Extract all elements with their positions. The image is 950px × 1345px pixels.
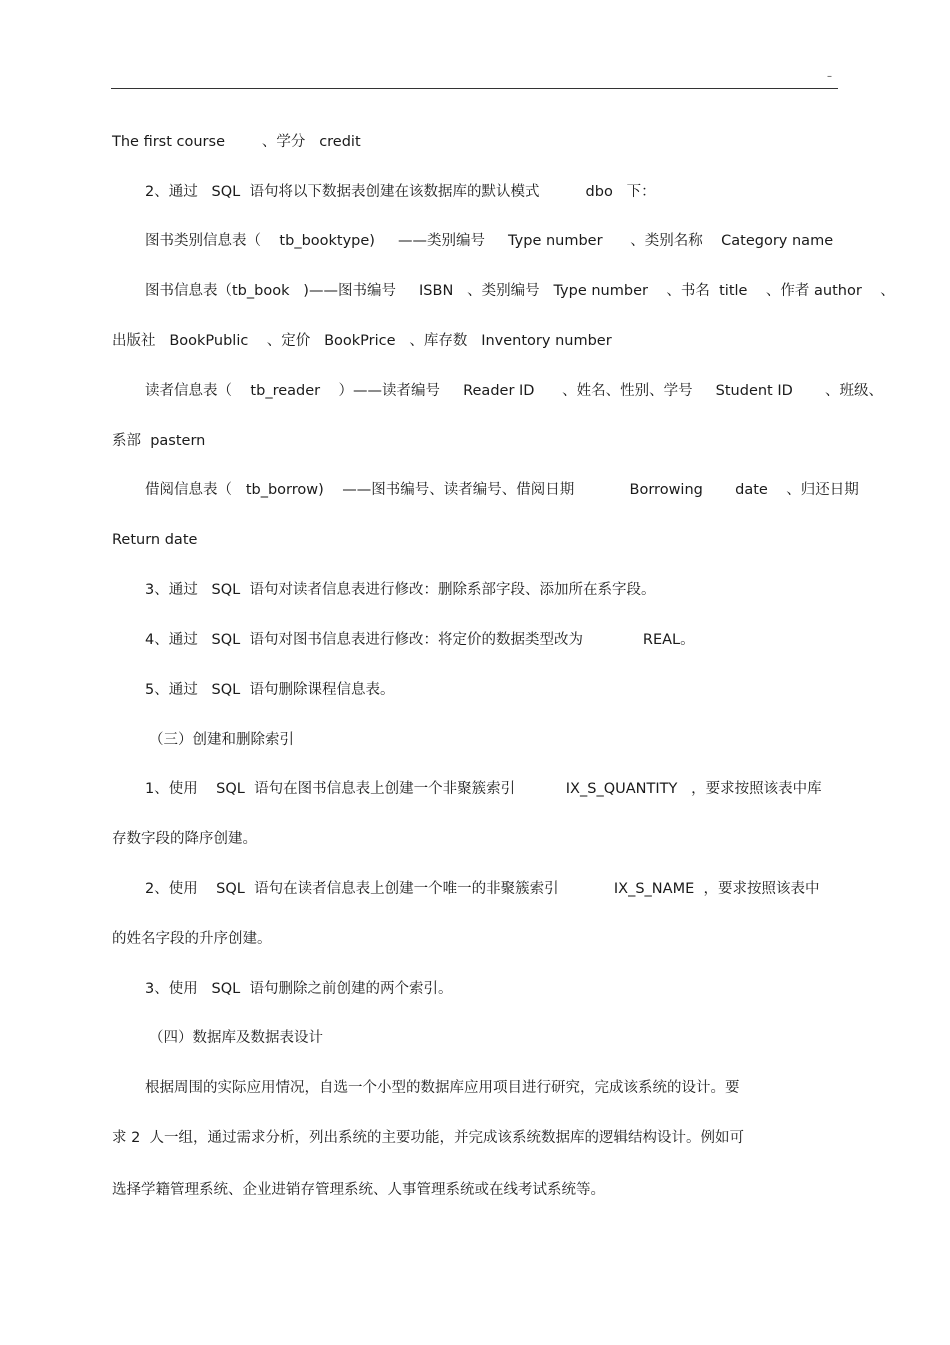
- line-reader-table: 读者信息表（ tb_reader ）——读者编号 Reader ID 、姓名、性别、学号 Student ID 、班级、: [145, 383, 884, 399]
- line-index-task-1-cont: 存数字段的降序创建。: [112, 831, 257, 847]
- line-booktype-table: 图书类别信息表（ tb_booktype) ——类别编号 Type number 、类别名称 Category name: [145, 233, 834, 249]
- line-task-2: 2、通过 SQL 语句将以下数据表创建在该数据库的默认模式 dbo 下：: [145, 184, 656, 200]
- header-mark: –: [827, 71, 832, 82]
- header-rule: [111, 88, 838, 89]
- line-index-task-3: 3、使用 SQL 语句删除之前创建的两个索引。: [145, 981, 453, 997]
- line-index-task-1: 1、使用 SQL 语句在图书信息表上创建一个非聚簇索引 IX_S_QUANTITY ，要求按照该表中库: [145, 781, 822, 797]
- line-design-para-3: 选择学籍管理系统、企业进销存管理系统、人事管理系统或在线考试系统等。: [112, 1182, 605, 1198]
- line-course-credit: The first course 、学分 credit: [112, 134, 361, 150]
- section-heading-design: （四）数据库及数据表设计: [149, 1030, 323, 1046]
- section-heading-indexes: （三）创建和删除索引: [149, 732, 294, 748]
- line-borrow-table: 借阅信息表（ tb_borrow) ——图书编号、读者编号、借阅日期 Borrowing date 、归还日期: [145, 482, 859, 498]
- line-design-para-2: 求 2 人一组，通过需求分析，列出系统的主要功能，并完成该系统数据库的逻辑结构设计。例如可: [112, 1130, 745, 1146]
- line-index-task-2: 2、使用 SQL 语句在读者信息表上创建一个唯一的非聚簇索引 IX_S_NAME ，要求按照该表中: [145, 881, 820, 897]
- line-task-4: 4、通过 SQL 语句对图书信息表进行修改：将定价的数据类型改为 REAL。: [145, 632, 695, 648]
- line-reader-table-cont: 系部 pastern: [112, 433, 206, 449]
- line-book-table: 图书信息表（tb_book )——图书编号 ISBN 、类别编号 Type number 、书名 title 、作者 author 、: [145, 283, 895, 299]
- line-index-task-2-cont: 的姓名字段的升序创建。: [112, 931, 272, 947]
- line-task-5: 5、通过 SQL 语句删除课程信息表。: [145, 682, 395, 698]
- line-book-table-cont: 出版社 BookPublic 、定价 BookPrice 、库存数 Inventory number: [112, 333, 612, 349]
- line-task-3: 3、通过 SQL 语句对读者信息表进行修改：删除系部字段、添加所在系字段。: [145, 582, 656, 598]
- line-design-para-1: 根据周围的实际应用情况，自选一个小型的数据库应用项目进行研究，完成该系统的设计。要: [145, 1080, 740, 1096]
- line-borrow-table-cont: Return date: [112, 532, 198, 548]
